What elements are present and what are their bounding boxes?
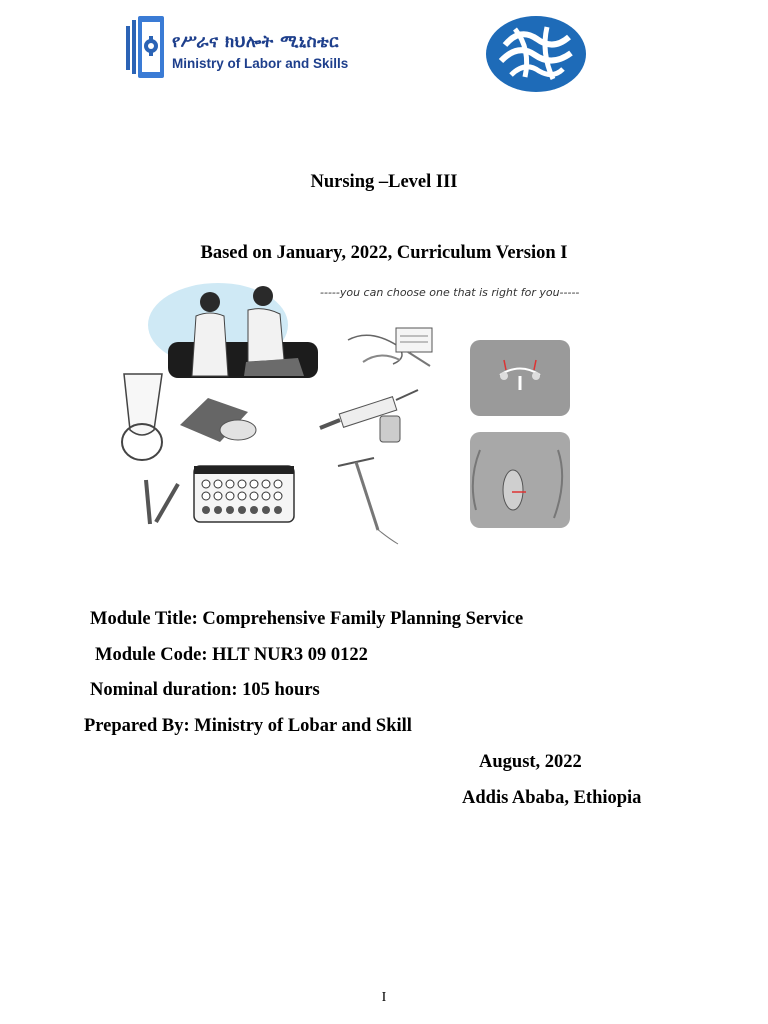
female-sterilization-diagram xyxy=(470,340,570,416)
illustration-caption: -----you can choose one that is right for you----- xyxy=(320,286,580,299)
implant-kit-icon xyxy=(348,328,432,366)
nominal-duration-line: Nominal duration: 105 hours xyxy=(90,680,320,700)
ministry-logo xyxy=(124,12,349,82)
page-number: I xyxy=(381,990,387,1005)
iud-icon xyxy=(338,458,398,544)
module-title-line: Module Title: Comprehensive Family Planning Service xyxy=(90,609,524,629)
pill-pack-icon xyxy=(194,466,294,522)
publication-place: Addis Ababa, Ethiopia xyxy=(462,788,642,808)
prepared-by-line: Prepared By: Ministry of Lobar and Skill xyxy=(84,716,412,736)
vasectomy-diagram xyxy=(470,432,570,528)
ministry-emblem-icon xyxy=(124,14,168,80)
female-condom-icon xyxy=(122,374,162,460)
counseling-couple-icon xyxy=(148,283,318,378)
family-planning-illustration xyxy=(108,280,648,548)
publication-date: August, 2022 xyxy=(479,752,582,772)
government-logo xyxy=(485,15,587,93)
implant-rods-icon xyxy=(146,480,178,524)
ministry-name-amharic: የሥራና ክህሎት ሚኒስቴር xyxy=(172,32,339,52)
injectable-syringe-icon xyxy=(320,390,418,442)
module-code-line: Module Code: HLT NUR3 09 0122 xyxy=(95,645,368,665)
contraceptive-patch-icon xyxy=(180,398,256,442)
government-emblem-icon xyxy=(485,15,587,93)
ministry-name-english: Ministry of Labor and Skills xyxy=(172,56,349,71)
curriculum-title: Based on January, 2022, Curriculum Version I xyxy=(200,243,568,263)
program-title: Nursing –Level III xyxy=(310,172,458,192)
